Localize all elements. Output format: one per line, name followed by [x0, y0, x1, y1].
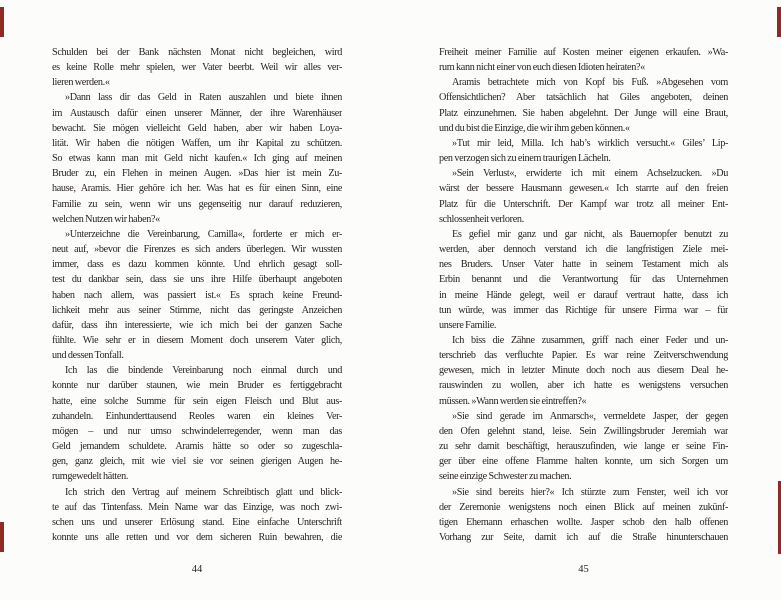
text-line: zu sehr damit beschäftigt, herauszufinden, wie lange er seine Fin-: [439, 441, 728, 453]
text-line: tun würde, was immer das Richtige für unsere Firma war – für: [439, 304, 728, 316]
text-line: Platz einzunehmen. Sie haben abgelehnt. Der Junge will eine Braut,: [439, 107, 728, 119]
text-line: haben nach allem, was passiert ist.« Es sprach keine Freund-: [52, 289, 342, 301]
page-number-44: 44: [191, 564, 203, 575]
text-line: konnte uns alle retten und vor dem sicheren Ruin bewahren, die: [52, 532, 342, 543]
text-line: unsere Familie.: [439, 319, 497, 331]
text-line: »Unterzeichne die Vereinbarung, Camilla«, forderte er mich er-: [65, 228, 342, 240]
text-line: immer, dass es dazu kommen könnte. Und ehrlich gesagt soll-: [52, 259, 342, 271]
text-line: mögen – und nur umso schwindelerregender, wenn man das: [52, 425, 342, 437]
text-line: Freiheit meiner Familie auf Kosten meiner eigenen erkaufen. »Wa-: [439, 47, 728, 58]
text-line: gewesen, mich in letzter Minute doch noch aus diesem Deal he-: [439, 365, 728, 377]
text-line: es keine Rolle mehr spielen, wer Vater beerbt. Weil wir alles ver-: [52, 62, 342, 74]
text-line: »Sein Verlust«, erwiderte ich mit einem Achselzucken. »Du: [452, 168, 728, 180]
text-line: Vorhang zur Seite, damit ich auf die Straße hinunterschauen: [439, 532, 728, 543]
text-line: rauswinden zu wollen, aber ich hatte es wenigstens versuchen: [439, 380, 728, 392]
text-line: im Austausch dafür einen unserer Männer, der ihre Warenhäuser: [52, 107, 342, 119]
text-line: nes Bruders. Unser Vater hatte in seinem Testament mich als: [439, 259, 728, 271]
text-line: wärst der bessere Hausmann gewesen.« Ich starrte auf den freien: [439, 183, 728, 195]
text-line: Geld jemandem schuldete. Aramis hätte so oder so zugeschla-: [52, 441, 342, 453]
scan-mark-top-left: [0, 7, 4, 37]
text-line: Schulden bei der Bank nächsten Monat nicht begleichen, wird: [52, 47, 342, 58]
text-line: So etwas kann man mit Geld nicht kaufen.« Ich ging auf meinen: [52, 153, 342, 165]
text-line: müssen. »Wann werden sie eintreffen?«: [439, 395, 587, 407]
text-line: »Dann lass dir das Geld in Raten auszahlen und biete ihnen: [65, 92, 342, 104]
text-line: den Ofen gelehnt stand, leise. Sein Zwillingsbruder Jeremiah war: [439, 425, 728, 437]
scan-mark-top-right: [777, 7, 781, 37]
text-line: Offensichtlichen? Aber tatsächlich hat Giles angeboten, deinen: [439, 92, 728, 104]
text-line: und dessen Tonfall.: [52, 350, 124, 362]
text-line: »Tut mir leid, Milla. Ich hab’s wirklich versucht.« Giles’ Lip-: [452, 137, 728, 149]
text-line: Erbin benannt und die Verantwortung für das Unternehmen: [439, 274, 728, 286]
text-line: konnte nur darüber staunen, wie mein Bruder es fertiggebracht: [52, 380, 342, 392]
text-line: Ich strich den Vertrag auf meinem Schreibtisch glatt und blick-: [65, 486, 342, 498]
text-line: pen verzogen sich zu einem traurigen Lächeln.: [439, 153, 611, 165]
text-line: Ich biss die Zähne zusammen, griff nach einer Feder und un-: [452, 334, 728, 346]
text-line: rumgewedelt hätten.: [52, 471, 129, 483]
text-line: hause, Aramis. Hier gehöre ich her. Was hat es für einen Sinn, eine: [52, 183, 342, 195]
page-45-text: [439, 45, 728, 545]
text-line: lichkeit mehr aus seiner Stimme, nicht das geringste Anzeichen: [52, 304, 342, 316]
text-line: fühlte. Wie sehr er in diesem Moment doch unserem Vater glich,: [52, 334, 342, 346]
text-line: »Sie sind bereits hier?« Ich stürzte zum Fenster, weil ich vor: [452, 486, 728, 498]
text-line: gen, ganz gleich, mit wie viel sie vor seinen gierigen Augen he-: [52, 456, 342, 468]
text-line: und du bist die Einzige, die wir ihm geben können.«: [439, 122, 630, 134]
text-line: Ich las die bindende Vereinbarung noch einmal durch und: [65, 365, 342, 377]
page-number-45: 45: [578, 564, 589, 575]
text-line: schlossenheit verloren.: [439, 213, 524, 225]
text-line: rum kann nicht einer von euch diesen Idioten heiraten?«: [439, 62, 645, 74]
text-line: in meine Hände gelegt, weil er darauf vertraut hatte, dass ich: [439, 289, 728, 301]
text-line: seine einzige Schwester zu machen.: [439, 471, 572, 483]
text-line: schen uns und unserer Erlösung stand. Eine einfache Unterschrift: [52, 516, 342, 528]
text-line: zuhandeln. Einhunderttausend Reoles waren ein kleines Ver-: [52, 410, 342, 422]
text-line: Es gefiel mir ganz und gar nicht, als Bauernopfer benutzt zu: [452, 228, 728, 240]
text-line: lieren werden.«: [52, 77, 110, 89]
text-line: Platz für die Unterschrift. Der Kampf war trotz all meiner Ent-: [439, 198, 728, 210]
page-44-text: [52, 45, 342, 545]
text-line: te auf das Tintenfass. Mein Name war das Einzige, was noch zwi-: [52, 501, 342, 513]
text-line: dafür, dass ihn interessierte, wie ich mich bei der ganzen Sache: [52, 319, 342, 331]
text-line: bewacht. Sie mögen vielleicht Geld haben, aber wir haben Loya-: [52, 122, 342, 134]
text-line: lität. Wir haben die nötigen Waffen, um ihr Kapital zu schützen.: [52, 137, 342, 149]
text-line: ger über eine offene Flamme halten konnte, um sich Sorgen um: [439, 456, 728, 468]
text-line: Aramis betrachtete mich von Kopf bis Fuß. »Abgesehen vom: [452, 77, 728, 89]
text-line: werden, aber dennoch verstand ich die langfristigen Ziele mei-: [439, 244, 728, 256]
text-line: terschrieb das verfluchte Papier. Es war reine Zeitverschwendung: [439, 350, 728, 362]
text-line: der Zeremonie wenigstens noch einen Blick auf meinen zukünf-: [439, 501, 728, 513]
text-line: hatte, eine solche Summe für sein eigen Fleisch und Blut aus-: [52, 395, 342, 407]
text-line: »Sie sind gerade im Anmarsch«, vermeldete Jasper, der gegen: [452, 410, 728, 422]
text-line: Familie zu sein, wenn wir uns gegenseitig nur darauf reduzieren,: [52, 198, 342, 210]
text-line: neut auf, »bevor die Firenzes es sich anders überlegen. Wir wussten: [52, 244, 342, 256]
text-line: test du dankbar sein, dass sie uns ihre Hilfe überhaupt angeboten: [52, 274, 342, 286]
scan-mark-bottom-left: [0, 522, 4, 552]
text-line: welchen Nutzen wir haben?«: [52, 213, 160, 225]
text-line: tigen Ehemann erhaschen wollte. Jasper schob den halb offenen: [439, 516, 728, 528]
text-line: Bruder zu, ein Flehen in meinen Augen. »Das hier ist mein Zu-: [52, 168, 342, 180]
